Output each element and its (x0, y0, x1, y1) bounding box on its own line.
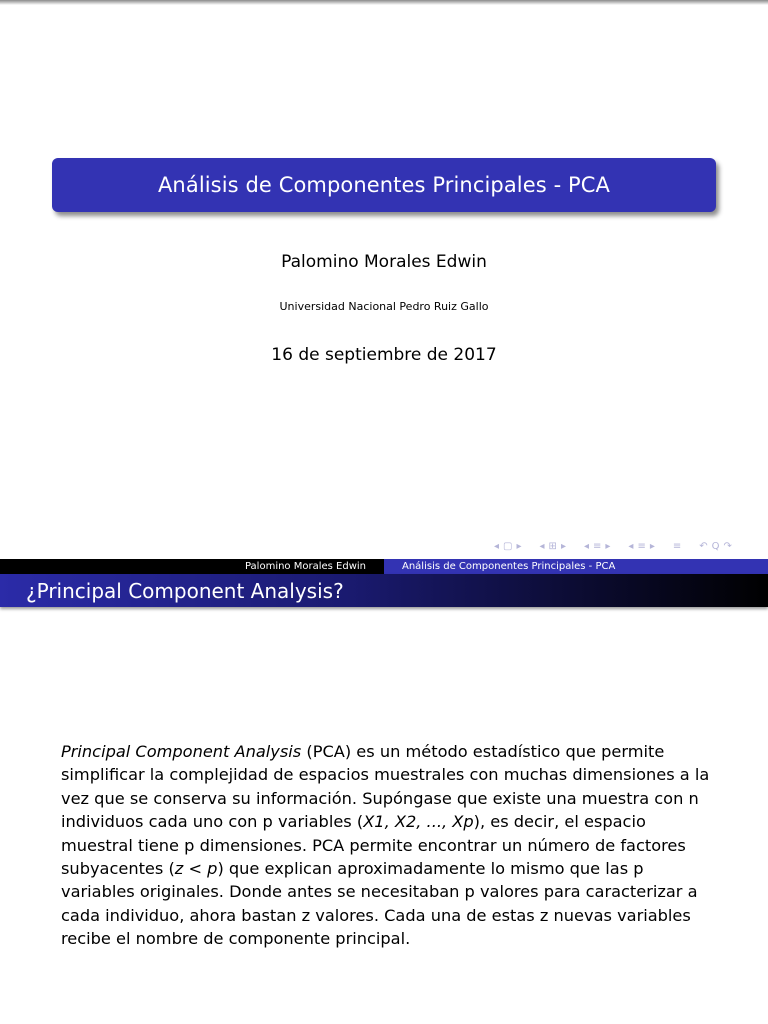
nav-document-icon[interactable]: ≡ (637, 540, 646, 552)
presentation-title: Análisis de Componentes Principales - PCA (157, 173, 611, 197)
nav-next-subsection-icon[interactable]: ▸ (560, 540, 566, 552)
paragraph-line-3: vez que se conserva su información. Supóngase que existe una muestra con n (61, 788, 699, 808)
inequality-math: z < p (174, 859, 218, 879)
nav-prev-section-icon[interactable]: ◂ (583, 540, 589, 552)
paragraph-line-8: cada individuo, ahora bastan z valores. Cada una de estas z nuevas variables (61, 905, 691, 925)
nav-prev-subsection-icon[interactable]: ◂ (539, 540, 545, 552)
nav-prev-document-icon[interactable]: ◂ (628, 540, 634, 552)
slide-headline-bar (0, 559, 768, 574)
frame-title: ¿Principal Component Analysis? (26, 578, 344, 603)
frame-title-bar (0, 574, 768, 607)
paragraph-line-4-a: individuos cada uno con p variables ( (61, 812, 364, 832)
paragraph-line-1 (61, 740, 711, 763)
author-name: Palomino Morales Edwin (281, 252, 487, 272)
nav-section-icon[interactable]: ≡ (593, 540, 602, 552)
paragraph-line-7: variables originales. Donde antes se necesitaban p valores para caracterizar a (61, 882, 698, 902)
paragraph-line-6-a: subyacentes ( (61, 859, 175, 879)
nav-next-section-icon[interactable]: ▸ (605, 540, 611, 552)
page-top-shadow (0, 0, 768, 5)
paragraph-line-4-b: ), es decir, el espacio (473, 812, 646, 832)
paragraph-line-1-text: (PCA) es un método estadístico que permite (301, 742, 665, 761)
nav-search-icon[interactable]: Q (711, 540, 720, 552)
presentation-date: 16 de septiembre de 2017 (271, 345, 497, 365)
nav-next-document-icon[interactable]: ▸ (649, 540, 655, 552)
paragraph-line-5: muestral tiene p dimensiones. PCA permite encontrar un número de factores (61, 835, 686, 855)
nav-subsection-icon[interactable]: ⊞ (548, 540, 557, 552)
institute-name: Universidad Nacional Pedro Ruiz Gallo (279, 300, 489, 313)
headline-author: Palomino Morales Edwin (244, 561, 366, 572)
nav-prev-frame-icon[interactable]: ◂ (494, 540, 500, 552)
nav-frame-icon[interactable]: ▢ (503, 540, 513, 552)
headline-title: Análisis de Componentes Principales - PCA (402, 561, 616, 572)
beamer-navigation-bar (494, 540, 764, 552)
pca-term: Principal Component Analysis (61, 742, 302, 761)
headline-title-cell (384, 559, 768, 574)
nav-next-frame-icon[interactable]: ▸ (516, 540, 522, 552)
paragraph-line-4 (61, 810, 711, 833)
variables-math: X1, X2, ..., Xp (363, 812, 474, 832)
paragraph-line-6 (61, 857, 711, 880)
slide-paragraph (61, 740, 711, 951)
nav-undo-icon[interactable]: ↶ (699, 540, 708, 552)
paragraph-line-6-b: ) que explican aproximadamente lo mismo que las p (217, 859, 644, 879)
headline-author-cell (0, 559, 384, 574)
nav-redo-icon[interactable]: ↷ (723, 540, 732, 552)
paragraph-line-2: simplificar la complejidad de espacios muestrales con muchas dimensiones a la (61, 765, 710, 785)
title-block (52, 158, 716, 212)
nav-appendix-icon[interactable]: ≡ (672, 540, 682, 552)
paragraph-line-9: recibe el nombre de componente principal. (61, 929, 411, 949)
